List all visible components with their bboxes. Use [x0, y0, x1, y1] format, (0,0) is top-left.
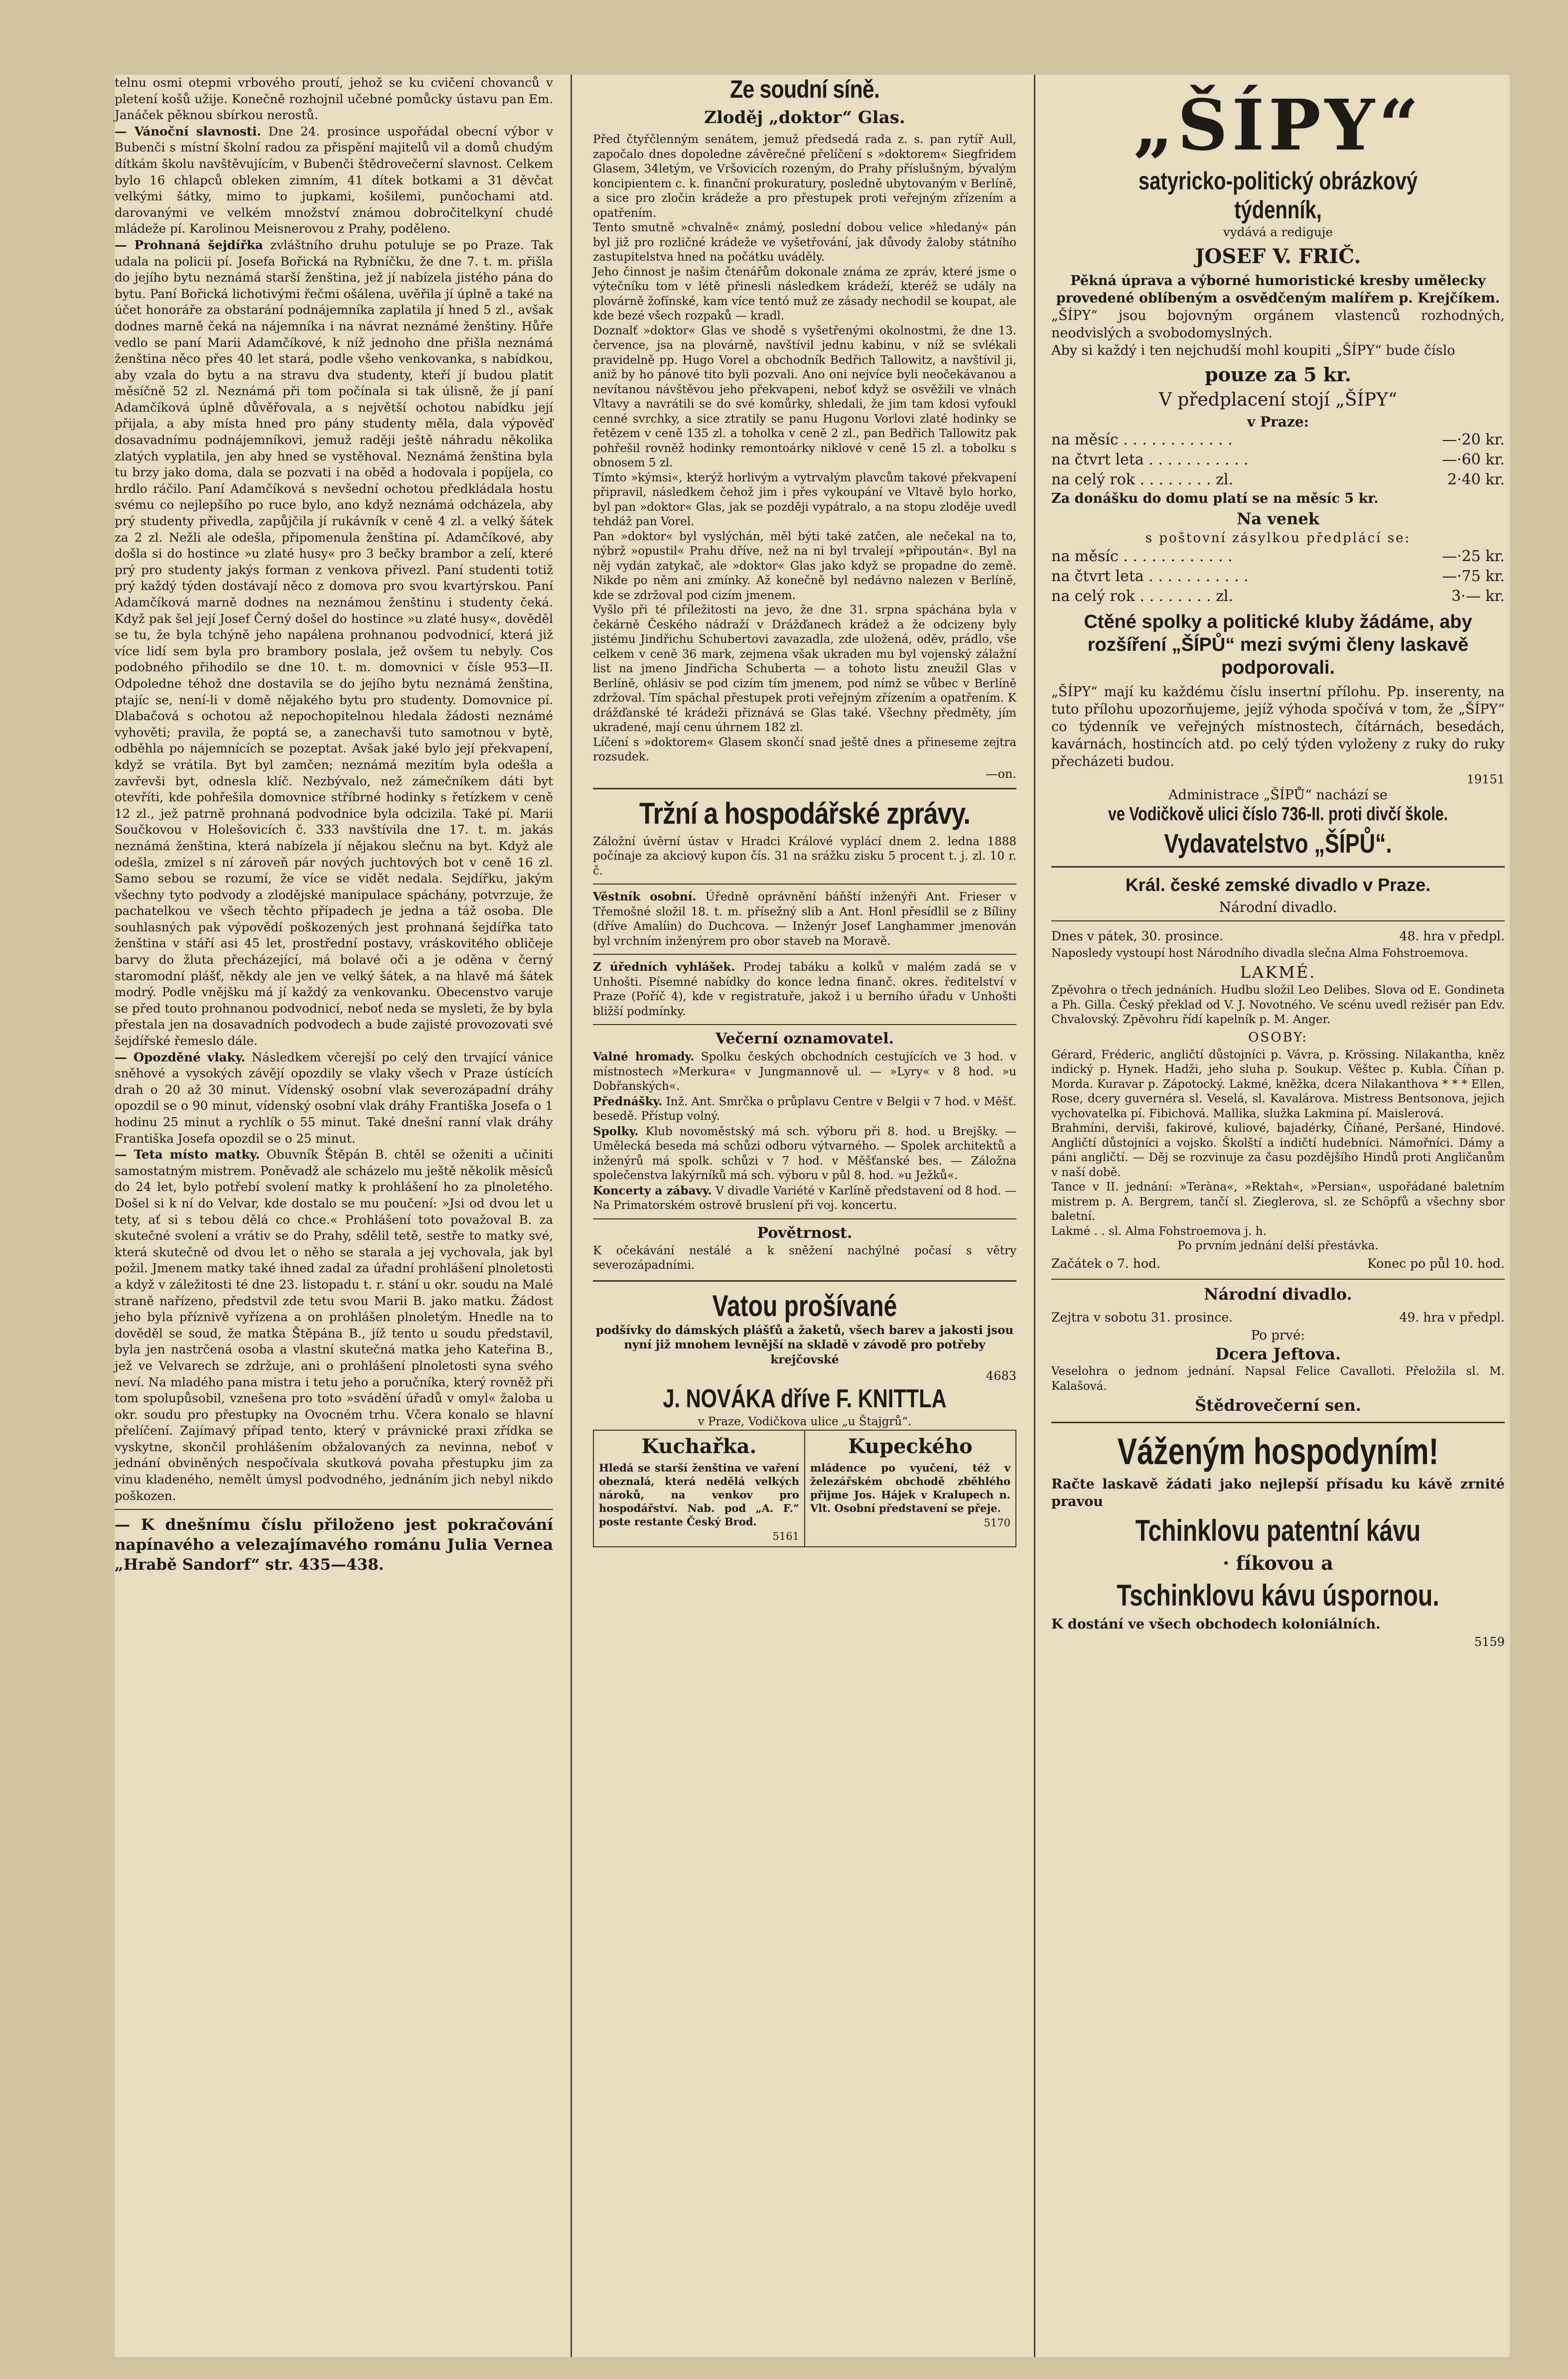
- divider: [115, 1509, 553, 1510]
- theatre-subtitle: Národní divadlo.: [1219, 898, 1337, 915]
- ad-title: Vatou prošívané: [712, 1289, 897, 1323]
- theatre-cast: Gérard, Fréderic, angličtí důstojníci p. Vávra, p. Krössing. Nilakantha, kněz indický p. Hynek. Hadži, jeho sluha p. Soukup. Věštec p. Kubla. Číňan p. Morda. Kuravar p. Zápotocký. Lakmé, kněžka, dcera Nilakanthova * * * Ellen, Rose, dcery guvernéra sl. Veselá, sl. Kavalárova. Mistress Bentsonova, jejich vychovatelka pí. Fibichová. Mallika, služka Lakmina pí. Maislerová.: [1051, 1048, 1505, 1120]
- author-signature: —on.: [986, 766, 1016, 781]
- coffee-availability: K dostání ve všech obchodech koloniálních.: [1051, 1617, 1381, 1633]
- divider: [593, 1280, 1016, 1282]
- divider: [593, 884, 1016, 885]
- price-row: na celý rok . . . . . . . . zl. 3·— kr.: [1051, 587, 1505, 605]
- nd-second-play: Štědrovečerní sen.: [1195, 1396, 1361, 1415]
- nd-first: Po prvé:: [1251, 1328, 1305, 1343]
- price-row: na čtvrt leta . . . . . . . . . . . —·75 kr.: [1051, 567, 1505, 585]
- column-ads-theatre: [1051, 75, 1505, 1649]
- country-label: Na venek: [1237, 509, 1319, 529]
- article-swindler: — Prohnaná šejdířka zvláštního druhu potuluje se po Praze. Tak udala na policii pí. Josefa Bořická na Rybníčku, že dne 7. t. m. přišla do jejího bytu neznámá starší ženština, jež jí nabízela jistého pána do bytu. Paní Bořická lichotivými řečmi ošálena, uvěřila jí úplně a také na účet honoráře za obstarání podnájemníka zaplatila jí hned 5 zl., avšak dodnes marně čeká na nájemníka i na návrat neznámé ženštiny. Hůře vedlo se paní Marii Adamčíkové, k níž jednoho dne přišla neznámá ženština něco přes 40 let stará, podle všeho venkovanka, s nabídkou, aby vzala do bytu a na stravu dva studenty, kteří jí budou platit měsíčně 52 zl. Neznámá při tom počínala si tak úlisně, že jí paní Adamčíková úplně důvěřovala, a s největší ochotou nabídku její přijala, a aby místa hned pro pány studenty měla, dala výpověď dosavadnímu podnájemníkovi, jemuž raději ještě náhradu několika zlatých vyplatila, jen aby hned se vystěhoval. Neznámá ženština byla tu brzy jako doma, dala se pozvati i na oběd a hodovala i popíjela, co hrdlo ráčilo. Paní Adamčíková s nevšední ochotou předkládala hostu svému co nejlepšího po ruce bylo, ano když neznámá odcházela, aby prý studenty přivedla, zapůjčila jí rukávník v ceně 4 zl. a velký šátek za 2 zl. Nežli ale odešla, připomenula ženština pí. Adamčíkové, aby došla si do hostince »u zlaté husy« pro 3 bečky brambor a zelí, které prý pro studenty jakýs forman z venkova přivezl. Paní studenti totiž prý každý týden dostávají něco z domova pro svou kvartýrskou. Paní Adamčíková marně dodnes na neznámou ženštinu i studenty čeká. Když pak šel její Josef Černý došel do hostince »u zlaté husy«, dověděl se tu, že byla tchýně jeho napálena prohnanou podvodnicí, která již více lidí sem byla pro brambory poslala, jež ovšem tu nebyly. Cos podobného přihodilo se dne 10. t. m. domovnici v čísle 953—II. Odpoledne téhož dne dostavila se do jejího bytu neznámá ženština, ptajíc se, není-li v domě nějakého bytu pro studenty. Domovnice pí. Dlabačová s ochotou až nepochopitelnou hledala žádosti neznámé vyhověti; pravila, že poptá se, a zanechavši tuto samotnou v bytě, odběhla po nájemnících se pozeptat. Avšak jaké bylo její překvapení, když se vrátila. Byt byl zamčen; neznámá mezitím byla odešla a zavřevši byt, odnesla klíč. Nezbývalo, než zámečníkem dáti byt otevříti, kde pohřešila domovnice stříbrné hodinky s řetízkem v ceně 12 zl., jež patrně prohnaná podvodnice byla odcizila. Také pí. Marii Součkovou v Holešovicích č. 333 navštívila dne 17. t. m. jakás neznámá ženština, která nabízela jí nějakou slečnu na byt. Když ale odešla, zmizel s ní zároveň pár nových juchtových bot v ceně 16 zl. Samo sebou se rozumí, že více se vidět nedala. Sejdířku, jakým všechny tyto podvody a zlodějské manipulace spáchány, potvrzuje, že pachatelkou ve všech těchto případech je jedna a táž osoba. Dle souhlasných pak výpovědí poškozených jest prohnaná šejdířka tato ženština v stáří asi 45 let, prostřední postavy, vráskovitého obličeje barvy do žluta přecházející, má bolavé oči a je oděna v černý staromodní plášť, někdy ale jen ve velký šátek, a na hlavě má šátek modrý. Podle vnějšku má jí každý za venkovanku. Obecenstvo varuje se před touto prohnanou podvodnicí, neboť neda se mysleti, že by byla přestala jen na dosavadních podvodech a bude zajisté provozovati své šejdířské řemeslo dále.: [115, 237, 553, 1048]
- theatre-crowd: Brahmíni, derviši, fakirové, kuliové, bajadérky, Číňané, Peršané, Hindové. Angličtí důstojníci a vojsko. Školští a indičtí hudebníci. Námořníci. Dámy a páni angličtí. — Děj se rozvinuje za času pozdějšího Hindů proti Angličanům v naší době.: [1051, 1122, 1505, 1179]
- theatre-dance: Tance v II. jednání: »Teràna«, »Rektah«, »Persian«, uspořádané baletním mistrem p. A. Bergrem, tančí sl. Zieglerova, sl. ze Schöpfů a všechny sbor baletní.: [1051, 1181, 1505, 1223]
- column-rule: [570, 75, 572, 2357]
- clubs-appeal: Ctěné spolky a politické kluby žádáme, aby rozšíření „ŠÍPŮ“ mezi svými členy laskavě podporovali.: [1084, 611, 1472, 678]
- sipy-description: Pěkná úprava a výborné humoristické kresby umělecky provedené oblíbeným a osvědčeným malířem p. Krejčíkem.: [1056, 273, 1500, 306]
- sipy-price: pouze za 5 kr.: [1205, 363, 1351, 386]
- newspaper-page: [115, 75, 1510, 2357]
- court-text: Pan »doktor« byl vyslýchán, měl býti také zatčen, ale nečekal na to, nýbrž »opustil« Prahu dříve, než na ni byl trvalejí »připoután«. Byl na něj vydán zatykač, ale »doktor« Glas jako když se propadne do země. Nikde po něm ani zmínky. Až konečně byl nedávno nalezen v Berlíně, kde se zdržoval pod cizím jmenem.: [593, 530, 1016, 602]
- theatre-times: Začátek o 7. hod. Konec po půl 10. hod.: [1051, 1256, 1505, 1271]
- ad-cook: Kuchařka. Hledá se starší ženština ve vaření obeznalá, která nedělá velkých nároků, na venkov pro hospodářství. Nab. pod „A. F.“ poste restante Český Brod. 5161: [599, 1434, 799, 1542]
- coffee-product-3: Tschinklovu kávu úspornou.: [1117, 1579, 1439, 1613]
- theatre-persons: OSOBY:: [1248, 1030, 1308, 1045]
- price-row: na měsíc . . . . . . . . . . . . —·25 kr.: [1051, 547, 1505, 565]
- divider: [593, 1218, 1016, 1219]
- court-text: Před čtyřčlenným senátem, jemuž předsedá rada z. s. pan rytíř Aull, započalo dnes dopoledne závěrečné přelíčení s »doktorem« Siegfridem Glasem, 34letým, ve Vršovicích rozeným, do Prahy příslušným, bývalým koncipientem c. k. finanční prokuratury, posledně ubytovaným v Berlíně, a sice pro zločin krádeže a pro přestupek proti veřejným zřízením a opatřením.: [593, 133, 1016, 220]
- country-sub: s poštovní zásylkou předplácí se:: [1145, 531, 1411, 546]
- theatre-play: LAKMÉ.: [1240, 962, 1316, 982]
- listing-clubs: Spolky. Klub novoměstský má sch. výboru při 8. hod. u Brejšky. — Umělecká beseda má schůzi odboru výtvarného. — Spolek architektů a inženýrů má spolk. schůzi v 7 hod. v Měšťanské bes. — Záložna společenstva lakýrníků má sch. výboru v půl 8. hod. »u Ježků«.: [593, 1124, 1017, 1182]
- divider: [593, 1024, 1016, 1025]
- court-text: Doznalť »doktor« Glas ve shodě s vyšetřenými okolnostmi, že dne 13. července, jsa na plovárně, navštívil jednu kabinu, v níž se svlékali pravidelně pp. Hugo Vorel a obchodník Bedřich Tallowitz, a navštívil ji, aniž by ho pánové tito byli pozvali. Ano oni nejvíce byli neočekávanou a nevítanou návštěvou jeho překvapeni, neboť když se osvěžili ve vlnách Vltavy a navrátili se do své komůrky, shledali, že jim tam kdosi vyfoukl cenné svrchky, a sice ztratily se panu Hugonu Vorlovi zlaté hodinky se řetězem v ceně 135 zl. a toholka v ceně 2 zl., pan Bedřich Tallowitz pak pohřešil rovněž hodinky remontoárky niklové v ceně 15 zl. a tobolku s obnosem 5 zl.: [593, 324, 1016, 469]
- court-text: Tento smutně »chvalně« známý, poslední dobou velice »hledaný« pán byl již pro rozličné krádeže ve vyšetřování, jak důvody žaloby státního zastupitelstva hned na počátku uváděly.: [593, 221, 1016, 264]
- coffee-title: Váženým hospodyním!: [1117, 1431, 1439, 1473]
- sipy-masthead: „ŠÍPY“: [1133, 85, 1423, 166]
- ad-address: v Praze, Vodičkova ulice „u Štajgrů“.: [698, 1415, 912, 1428]
- admin-text: Administrace „ŠÍPŮ“ nachází se: [1168, 787, 1388, 803]
- insert-number: 19151: [1466, 772, 1505, 786]
- price-row: na měsíc . . . . . . . . . . . . —·20 kr.: [1051, 431, 1505, 449]
- listing-lectures: Přednášky. Inž. Ant. Smrčka o průplavu Centre v Belgii v 7 hod. v Měšť. besedě. Přístup volný.: [593, 1094, 1016, 1123]
- nd-title: Národní divadlo.: [1204, 1284, 1352, 1304]
- sipy-subscription: V předplacení stojí „ŠÍPY“: [1158, 389, 1398, 410]
- sipy-editor: JOSEF V. FRIČ.: [1195, 244, 1361, 268]
- court-text: Vyšlo při té příležitosti na jevo, že dne 31. srpna spáchána byla v čekárně Českého nádraží v Drážďanech krádež a že odcizeny byly jistému Jindřichu Schubertovi zavazadla, zde uložená, oděv, prádlo, vše celkem v ceně 36 mark, zejmena však ukraden mu byl vojenský zálažní list na jmeno Jindřicha Schuberta — a tohoto listu zneužil Glas v Berlíně, ohlásiv se pod cizím tím jmenem, pod nímž se vůbec v Berlíně zdržoval. Tím spáchal přestupek proti veřejným zřízením a opatřením. K drážďanské té krádeži přiznává se Glas také. Všechny předměty, jím ukradené, mají cenu úhrnem 182 zl.: [593, 603, 1016, 734]
- coffee-text: Račte laskavě žádati jako nejlepší přísadu ku kávě zrnité pravou: [1051, 1477, 1505, 1510]
- article-delayed-trains: — Opozděné vlaky. Následkem včerejší po celý den trvající vánice sněhové a vysokých závějí opozdily se vlaky všech v Praze ústících drah o 20 až 30 minut. Vídenský osobní vlak severozápadní dráhy opozdil se o 90 minut, vídenský osobní vlak dráhy Františka Josefa o 1 hodinu 25 minut a rychlík o 55 minut. Také dnešní ranní vlak dráhy Františka Josefa opozdil se o 25 minut.: [115, 1049, 553, 1146]
- ad-text: podšívky do dámských plášťů a žaketů, všech barev a jakosti jsou nyní již mnohem levnější na skladě v závodě pro potřeby krejčovské: [595, 1323, 1014, 1366]
- novel-notice: — K dnešnímu číslu přiloženo jest pokračování napínavého a velezajímavého románu Julia Vernea „Hrabě Sandorf“ str. 435—438.: [115, 1516, 553, 1574]
- court-text: Jeho činnost je našim čtenářům dokonale známa ze zpráv, které jsme o výtečníku tom v létě přinesli následkem krádeží, kteréž se udály na plovárně žofínské, kam více tentó muž ze zásady nechodil se koupat, ale kde bezé všech rozpaků — kradl.: [593, 265, 1016, 322]
- publisher: Vydavatelstvo „ŠÍPŮ“.: [1164, 828, 1392, 859]
- theatre-description: Zpěvohra o třech jednáních. Hudbu složil Leo Delibes. Slova od E. Gondineta a Ph. Gilla. Český překlad od V. J. Novotného. Ve scénu uvedl režisér pan Edv. Chvalovský. Zpěvohru řídí kapelník p. M. Anger.: [1051, 984, 1505, 1027]
- classified-ads: [593, 1430, 1016, 1547]
- ad-number: 4683: [986, 1369, 1016, 1383]
- theatre-title: Král. české zemské divadlo v Praze.: [1125, 874, 1431, 895]
- market-text: Záložní úvěrní ústav v Hradci Králové vyplácí dnem 2. ledna 1888 počínaje za akciový kupon čís. 31 na srážku zisku 5 procent t. j. zl. 10 r. č.: [593, 835, 1016, 878]
- ad-firm: J. NOVÁKA dříve F. KNITTLA: [663, 1384, 947, 1413]
- divider: [1051, 920, 1505, 921]
- price-row: na celý rok . . . . . . . . zl. 2·40 kr.: [1051, 471, 1505, 489]
- evening-listings-title: Večerní oznamovatel.: [715, 1030, 894, 1047]
- admin-address: ve Vodičkově ulici číslo 736-II. proti divčí škole.: [1108, 803, 1448, 825]
- sipy-editor-label: vydává a rediguje: [1223, 225, 1333, 239]
- divider: [593, 788, 1016, 789]
- section-court-title: Ze soudní síně.: [729, 75, 880, 103]
- sipy-subtitle: satyricko-politický obrázkový týdenník,: [1138, 167, 1418, 224]
- prague-label: v Praze:: [1247, 413, 1309, 430]
- personal-news: Věstník osobní. Úředně oprávnění báňští inženýři Ant. Frieser v Třemošné složil 18. t. m. přísežný slib a Ant. Honl přesídlil se z Bíliny (dříve Amalíin) do Duchcova. — Inženýr Josef Langhammer jmenován byl vrchním inženýrem pro obor staveb na Moravě.: [593, 890, 1017, 948]
- article-aunt: — Teta místo matky. Obuvník Štěpán B. chtěl se oženiti a učiniti samostatným mistrem. Poněvadž ale scházelo mu ještě několik měsíců do 24 let, bylo potřebí svolení matky k prohlášení ho za plnoletého. Došel si k ní do Velvar, kde dostalo se mu poučení: »Jsi od dvou let u tety, ať si s tebou dělá co chce.« Prohlášení toto považoval B. za skutečné svolení a vrátiv se do Prahy, sdělil tetě, sestře to matky své, která skutečně od dvou let o něho se starala a jej vychovala, jak byl požil. Jmenem matky také ihned zadal za úřadní prohlášení plnoletosti a když v záležitosti té dne 23. listopadu t. r. stání u okr. soudu na Malé straně nařízeno, předstvil zde tetu svou Marii B. jako matku. Žádost jeho byla příznivě vyřízena a on prohlášen plnoletým. Hnedle na to dověděl se soud, že matka Štěpána B., jíž tento u soudu představil, byla jen nastrčená osoba a vlastní skutečná matka jeho Kateřina B., jež ve Velvarech se zdržuje, ani o prohlášení plnoletosti syna svého neví. Na mladého pana mistra i tetu jeho a poručníka, který rovněž při tom spolupůsobil, vznešena pro toto »svádění úřadů v omyl« žaloba u okr. soudu pro přestupky na Ovocném trhu. Včera konalo se hlavní přelíčení. Zajímavý případ tento, který v právnické praxi zřídka se vyskytne, skončil prohlášením obžalovaných za nevinna, neboť v jednání obviněných nespočívala skutková povaha přestupku jim za vinu kladeného, nemělt úmysl podvodného, jednáním jich nebyl nikdo poškozen.: [115, 1147, 553, 1503]
- sipy-text: „ŠÍPY“ jsou bojovným orgánem vlastenců rozhodných, neodvislých a svobodomyslných.: [1051, 307, 1505, 341]
- theatre-intro: Naposledy vystoupí host Národního divadla slečna Alma Fohstroemova.: [1051, 947, 1468, 960]
- court-text: Líčení s »doktorem« Glasem skončí snad ještě dnes a přineseme zejtra rozsudek.: [593, 736, 1016, 763]
- column-local-news: [115, 75, 553, 1575]
- article-christmas: — Vánoční slavnosti. Dne 24. prosince uspořádal obecní výbor v Bubenči s místní školní radou za přispění majitelů vil a domů chudým dítkám školu navštěvujícím, v Bubenči štědrovečerní slavnost. Celkem bylo 16 chlapců obleken zimním, 41 dítek botkami a 31 děvčat velkými šátky, mimo to jupkami, košilemi, punčochami atd. darovanými ve velkém množství známou dobročitelkyní chudé mládeže pí. Karolinou Meisnerovou z Prahy, poděleno.: [115, 124, 553, 236]
- price-row: na čtvrt leta . . . . . . . . . . . —·60 kr.: [1051, 451, 1505, 469]
- divider: [1051, 1422, 1505, 1423]
- weather-text: K očekávání nestálé a k sněžení nachýlné počasí s větry severozápadními.: [593, 1244, 1016, 1272]
- theatre-date: Dnes v pátek, 30. prosince. 48. hra v předpl.: [1051, 929, 1505, 944]
- nd-date: Zejtra v sobotu 31. prosince. 49. hra v předpl.: [1051, 1310, 1505, 1325]
- divider: [1051, 1279, 1505, 1280]
- prague-price-table: [1051, 430, 1505, 490]
- article-text: telnu osmi otepmi vrbového proutí, jehož se ku cvičení chovanců v pletení košů užije. Konečně rozhojnil učebné pomůcky ústavu pan Em. Janáček pěknou sbírkou nerostů.: [115, 75, 553, 123]
- listing-concerts: Koncerty a zábavy. V divadle Variété v Karlíně představení od 8 hod. — Na Primatorském ostrově bruslení při voj. koncertu.: [593, 1184, 1016, 1212]
- coffee-product-1: Tchinklovu patentní kávu: [1135, 1514, 1421, 1548]
- coffee-number: 5159: [1474, 1635, 1505, 1649]
- theatre-break: Po prvním jednání delší přestávka.: [1177, 1239, 1379, 1253]
- article-title-thief: Zloděj „doktor“ Glas.: [704, 108, 905, 128]
- coffee-product-2: · fíkovou a: [1223, 1552, 1333, 1575]
- divider: [593, 954, 1016, 955]
- section-market-title: Tržní a hospodářské zprávy.: [639, 796, 971, 830]
- column-court-market: [593, 75, 1016, 1547]
- home-delivery: Za donášku do domu platí se na měsíc 5 kr.: [1051, 491, 1379, 507]
- nd-play: Dcera Jeftova.: [1215, 1344, 1341, 1364]
- listing-meetings: Valné hromady. Spolku českých obchodních cestujících ve 3 hod. v místnostech »Merkura« v Jungmannově ul. — »Lyry« v 8 hod. »u Dobřanských«.: [593, 1050, 1016, 1093]
- column-rule: [1034, 75, 1035, 2357]
- weather-title: Povětrnost.: [757, 1224, 853, 1242]
- insert-text: „ŠÍPY“ mají ku každému číslu insertní přílohu. Pp. inserenty, na tuto přílohu upozorňujeme, jejíž výhoda spočívá v tom, že „ŠÍPY“ co týdenník ve veřejných místnostech, čítárnách, besedách, kavárnách, hostincích atd. po celý týden vyloženy z ruky do ruky přecházeti budou.: [1051, 684, 1505, 769]
- nd-description: Veselohra o jednom jednání. Napsal Felice Cavalloti. Přeložila sl. M. Kalašová.: [1051, 1365, 1505, 1393]
- country-price-table: [1051, 547, 1505, 606]
- court-text: Tímto »kýmsi«, kterýž horlivým a vytrvalým plavcům takové překvapení připravil, následkem čehož jim i přes vykoupání ve Vltavě bylo horko, byl pan »doktor« Glas, jak se později vypátralo, a na stopu zloděje uvedl tehdáž pan Vorel.: [593, 471, 1016, 528]
- sipy-text: Aby si každý i ten nejchudší mohl koupiti „ŠÍPY“ bude číslo: [1051, 342, 1455, 358]
- ad-clerk: Kupeckého mládence po vyučení, též v železářském obchodě zběhlého přijme Jos. Hájek v Kralupech n. Vlt. Osobní představení se přeje. 5170: [804, 1431, 1015, 1546]
- theatre-lakme: Lakmé . . sl. Alma Fohstroemova j. h.: [1051, 1224, 1267, 1238]
- official-notice: Z úředních vyhlášek. Prodej tabáku a kolků v malém zadá se v Unhošti. Písemné nabídky do konce ledna finanč. okres. ředitelství v Praze (Poříč 4), kde v registratuře, jakož i u berního úřadu v Unhošti bližší podmínky.: [593, 960, 1016, 1018]
- divider: [1051, 866, 1505, 868]
